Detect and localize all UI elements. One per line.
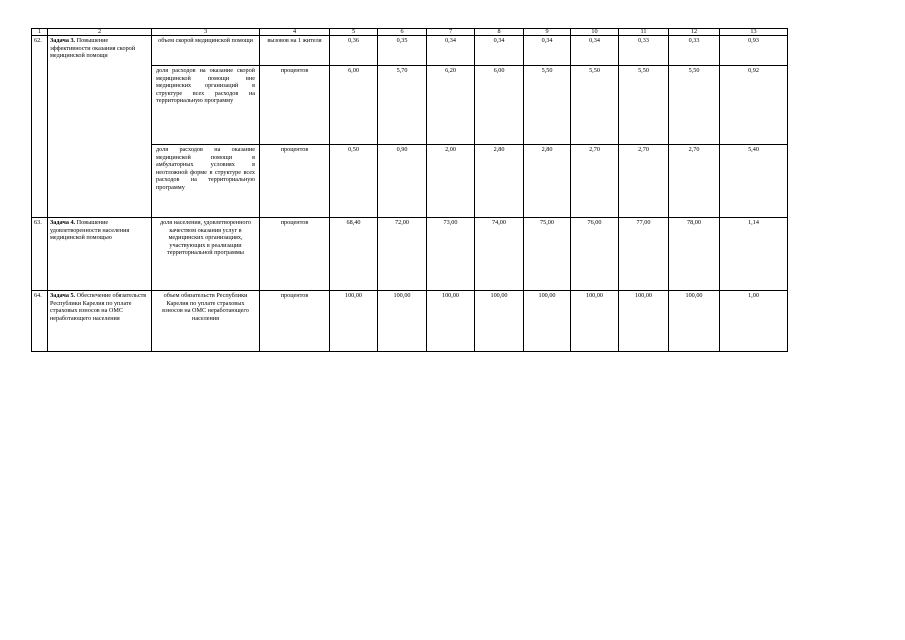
value-cell: 100,00	[475, 291, 524, 352]
value-cell: 72,00	[378, 218, 427, 291]
value-cell: 100,00	[427, 291, 475, 352]
value-cell: 1,14	[720, 218, 788, 291]
value-cell: 0,34	[571, 36, 619, 66]
indicator-name: доля расходов на оказание медицинской помощи в амбулаторных условиях в неотложной форме в структуре всех расходов на территориальную программу	[152, 145, 260, 218]
value-cell: 0,90	[378, 145, 427, 218]
value-cell: 75,00	[524, 218, 571, 291]
indicator-name: объем скорой медицинской помощи	[152, 36, 260, 66]
value-cell: 100,00	[619, 291, 669, 352]
row-number: 63.	[32, 218, 48, 291]
task-cell	[48, 291, 152, 352]
value-cell: 74,00	[475, 218, 524, 291]
value-cell: 0,36	[330, 36, 378, 66]
value-cell: 100,00	[378, 291, 427, 352]
value-cell: 76,00	[571, 218, 619, 291]
value-cell: 0,50	[330, 145, 378, 218]
indicator-unit: процентов	[260, 291, 330, 352]
task-description: Обеспечение обязательств Республики Карелия по уплате страховых взносов на ОМС неработающего населения	[50, 292, 147, 322]
value-cell: 0,92	[720, 66, 788, 145]
header-row	[32, 29, 788, 36]
value-cell: 5,50	[524, 66, 571, 145]
column-number: 3	[152, 29, 260, 36]
value-cell: 2,70	[669, 145, 720, 218]
value-cell: 68,40	[330, 218, 378, 291]
indicator-name: объем обязательств Республики Карелия по уплате страховых взносов на ОМС неработающего населения	[152, 291, 260, 352]
task-cell	[48, 218, 152, 291]
indicator-unit: процентов	[260, 66, 330, 145]
value-cell: 6,00	[330, 66, 378, 145]
value-cell: 2,80	[524, 145, 571, 218]
value-cell: 100,00	[571, 291, 619, 352]
value-cell: 0,35	[378, 36, 427, 66]
column-number: 11	[619, 29, 669, 36]
value-cell: 5,50	[571, 66, 619, 145]
value-cell: 0,34	[524, 36, 571, 66]
indicator-unit: процентов	[260, 145, 330, 218]
value-cell: 73,00	[427, 218, 475, 291]
value-cell: 6,20	[427, 66, 475, 145]
task-label: Задача 5.	[50, 292, 76, 299]
column-number: 9	[524, 29, 571, 36]
value-cell: 0,33	[669, 36, 720, 66]
value-cell: 1,00	[720, 291, 788, 352]
table-row	[32, 291, 788, 352]
value-cell: 0,34	[427, 36, 475, 66]
indicator-name: доля расходов на оказание скорой медицинской помощи вне медицинских организаций в структуре всех расходов на территориальную программу	[152, 66, 260, 145]
row-number: 64.	[32, 291, 48, 352]
column-number: 1	[32, 29, 48, 36]
column-number: 12	[669, 29, 720, 36]
value-cell: 0,93	[720, 36, 788, 66]
value-cell: 77,00	[619, 218, 669, 291]
value-cell: 100,00	[524, 291, 571, 352]
column-number: 4	[260, 29, 330, 36]
table-row	[32, 218, 788, 291]
task-description: Повышение эффективности оказания скорой медицинской помощи	[50, 37, 136, 60]
column-number: 13	[720, 29, 788, 36]
column-number: 5	[330, 29, 378, 36]
indicator-unit: процентов	[260, 218, 330, 291]
row-number: 62.	[32, 36, 48, 218]
indicators-table	[31, 28, 788, 352]
value-cell: 2,80	[475, 145, 524, 218]
value-cell: 100,00	[669, 291, 720, 352]
value-cell: 100,00	[330, 291, 378, 352]
indicator-unit: вызовов на 1 жителя	[260, 36, 330, 66]
column-number: 7	[427, 29, 475, 36]
task-label: Задача 3.	[50, 37, 76, 44]
value-cell: 78,00	[669, 218, 720, 291]
value-cell: 5,50	[669, 66, 720, 145]
task-label: Задача 4.	[50, 219, 76, 226]
task-description: Повышение удовлетворенности населения медицинской помощью	[50, 219, 130, 242]
value-cell: 5,40	[720, 145, 788, 218]
value-cell: 2,00	[427, 145, 475, 218]
indicator-name: доля населения, удовлетворенного качеством оказания услуг в медицинских организациях, участвующих в реализации территориальной программы	[152, 218, 260, 291]
task-cell	[48, 36, 152, 218]
column-number: 10	[571, 29, 619, 36]
value-cell: 6,00	[475, 66, 524, 145]
column-number: 6	[378, 29, 427, 36]
column-number: 8	[475, 29, 524, 36]
value-cell: 2,70	[571, 145, 619, 218]
value-cell: 5,50	[619, 66, 669, 145]
value-cell: 5,70	[378, 66, 427, 145]
value-cell: 0,33	[619, 36, 669, 66]
value-cell: 0,34	[475, 36, 524, 66]
value-cell: 2,70	[619, 145, 669, 218]
table-row	[32, 36, 788, 66]
column-number: 2	[48, 29, 152, 36]
